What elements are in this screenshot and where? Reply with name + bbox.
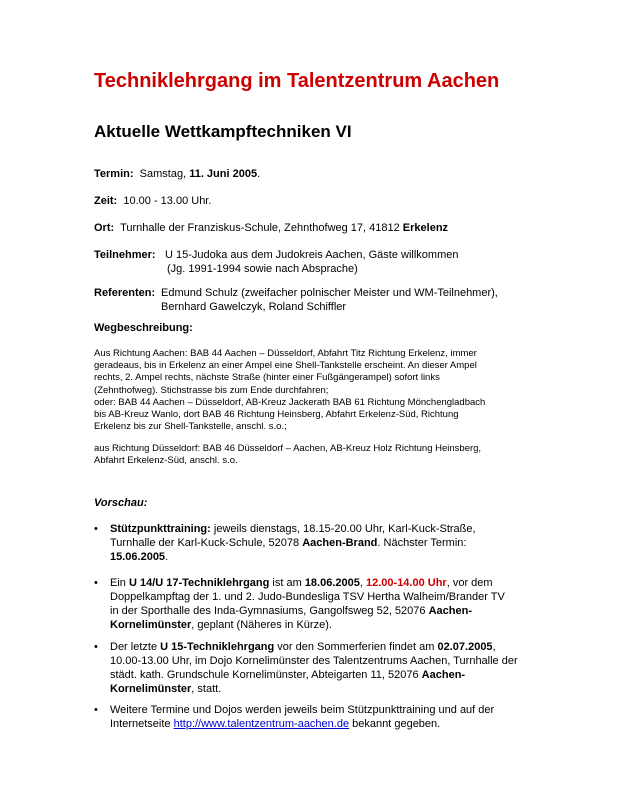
- list-item: [94, 522, 554, 566]
- b1-line1: jeweils dienstags, 18.15-20.00 Uhr, Karl-Kuck-Straße,: [210, 523, 476, 535]
- b2-post: , vor dem: [446, 577, 493, 589]
- weg-line: rechts, 2. Ampel rechts, nächste Straße (hinter einer Fußgängerampel) sofort links: [94, 372, 440, 384]
- page-subtitle: Aktuelle Wettkampftechniken VI: [94, 122, 352, 141]
- b3-line4b: , statt.: [191, 683, 222, 695]
- list-item-text: [110, 703, 494, 731]
- b2-comma: ,: [359, 577, 366, 589]
- list-item: [94, 640, 554, 698]
- b3-bold: U 15-Techniklehrgang: [160, 641, 275, 653]
- b1-bold: Stützpunkttraining:: [110, 523, 211, 535]
- b3-line3b: Aachen-: [421, 669, 466, 681]
- list-item: [94, 703, 554, 733]
- list-item-text: [110, 522, 476, 564]
- ort-row: [94, 221, 448, 235]
- bullet-icon: •: [94, 523, 98, 535]
- ort-label: Ort:: [94, 222, 115, 234]
- b2-line2: Doppelkampftag der 1. und 2. Judo-Bundesliga TSV Hertha Walheim/Brander TV: [110, 591, 505, 603]
- b2-line4b: , geplant (Näheres in Kürze).: [191, 619, 332, 631]
- weg-line: Aus Richtung Aachen: BAB 44 Aachen – Düsseldorf, Abfahrt Titz Richtung Erkelenz, immer: [94, 348, 477, 359]
- b3-date: 02.07.2005: [437, 641, 493, 653]
- b1-line3: 15.06.2005: [110, 551, 166, 563]
- b4-line2b: bekannt gegeben.: [349, 718, 441, 730]
- b2-bold: U 14/U 17-Techniklehrgang: [128, 577, 270, 589]
- teilnehmer-label: Teilnehmer:: [94, 249, 156, 261]
- b1-line2a: Turnhalle der Karl-Kuck-Schule, 52078: [110, 537, 303, 549]
- list-item-text: [110, 640, 518, 696]
- b2-date: 18.06.2005: [304, 577, 360, 589]
- b3-line2: 10.00-13.00 Uhr, im Dojo Kornelimünster des Talentzentrums Aachen, Turnhalle der: [110, 655, 518, 667]
- referenten-label: Referenten:: [94, 287, 156, 299]
- termin-row: [94, 167, 260, 181]
- weg-line: oder: BAB 44 Aachen – Düsseldorf, AB-Kreuz Jackerath BAB 61 Richtung Mönchengladbach: [94, 396, 486, 408]
- list-item-text: [110, 576, 505, 632]
- b1-line2b: Aachen-Brand: [302, 537, 378, 549]
- termin-pre: Samstag,: [139, 168, 190, 180]
- termin-date: 11. Juni 2005: [189, 168, 258, 180]
- b2-line3b: Aachen-: [428, 605, 472, 617]
- ort-city: Erkelenz: [402, 222, 449, 234]
- b2-line3a: in der Sporthalle des Inda-Gymnasiums, Gangolfsweg 52, 52076: [110, 605, 429, 617]
- weg-heading: Wegbeschreibung:: [94, 322, 193, 334]
- bullet-icon: •: [94, 641, 98, 653]
- referenten-text: [161, 286, 498, 314]
- b2-pre: Ein: [110, 577, 129, 589]
- b3-line3a: städt. kath. Grundschule Kornelimünster, Abteigarten 11, 52076: [110, 669, 422, 681]
- weg-line: geradeaus, bis in Erkelenz an einer Ampel eine Shell-Tankstelle erscheint. An dieser Ampel: [94, 360, 477, 372]
- weg-line: bis AB-Kreuz Wanlo, dort BAB 46 Richtung Heinsberg, Abfahrt Erkelenz-Süd, Richtung: [94, 409, 459, 421]
- termin-post: .: [257, 168, 261, 180]
- weg-line: aus Richtung Düsseldorf: BAB 46 Düsseldorf – Aachen, AB-Kreuz Holz Richtung Heinsberg,: [94, 443, 482, 454]
- b2-mid: ist am: [269, 577, 305, 589]
- weg-line: Erkelenz bis zur Shell-Tankstelle, anschl. s.o.;: [94, 421, 287, 433]
- b3-post: ,: [492, 641, 496, 653]
- vorschau-heading: Vorschau:: [94, 497, 148, 509]
- b4-line1: Weitere Termine und Dojos werden jeweils beim Stützpunkttraining und auf der: [110, 704, 495, 716]
- b4-line2a: Internetseite: [110, 718, 174, 730]
- referenten-row: [94, 286, 554, 316]
- teilnehmer-line1: U 15-Judoka aus dem Judokreis Aachen, Gäste willkommen: [165, 249, 459, 261]
- zeit-label: Zeit:: [94, 195, 118, 207]
- referenten-line2: Bernhard Gawelczyk, Roland Schiffler: [161, 301, 347, 313]
- b2-time: 12.00-14.00 Uhr: [366, 577, 447, 589]
- weg-line: Abfahrt Erkelenz-Süd, anschl. s.o.: [94, 455, 238, 467]
- b1-line3c: .: [165, 551, 169, 563]
- bullet-icon: •: [94, 704, 98, 716]
- referenten-line1: Edmund Schulz (zweifacher polnischer Meister und WM-Teilnehmer),: [161, 287, 498, 299]
- weg-paragraph-2: [94, 443, 481, 467]
- website-link[interactable]: http://www.talentzentrum-aachen.de: [173, 718, 350, 730]
- teilnehmer-text: [165, 248, 458, 276]
- bullet-icon: •: [94, 577, 98, 589]
- teilnehmer-line2: (Jg. 1991-1994 sowie nach Absprache): [167, 263, 358, 275]
- ort-value: Turnhalle der Franziskus-Schule, Zehnthofweg 17, 41812: [120, 222, 403, 234]
- list-item: [94, 576, 554, 634]
- teilnehmer-row: [94, 248, 554, 278]
- termin-label: Termin:: [94, 168, 134, 180]
- b3-line4a: Kornelimünster: [110, 683, 192, 695]
- zeit-value: 10.00 - 13.00 Uhr.: [123, 195, 212, 207]
- page-title: Techniklehrgang im Talentzentrum Aachen: [94, 70, 500, 92]
- zeit-row: [94, 194, 211, 208]
- b1-line2c: . Nächster Termin:: [377, 537, 467, 549]
- b3-pre: Der letzte: [110, 641, 161, 653]
- b2-line4a: Kornelimünster: [110, 619, 192, 631]
- weg-line: (Zehnthofweg). Stichstrasse bis zum Ende durchfahren;: [94, 384, 329, 396]
- b3-mid: vor den Sommerferien findet am: [274, 641, 438, 653]
- weg-paragraph-1: [94, 348, 485, 433]
